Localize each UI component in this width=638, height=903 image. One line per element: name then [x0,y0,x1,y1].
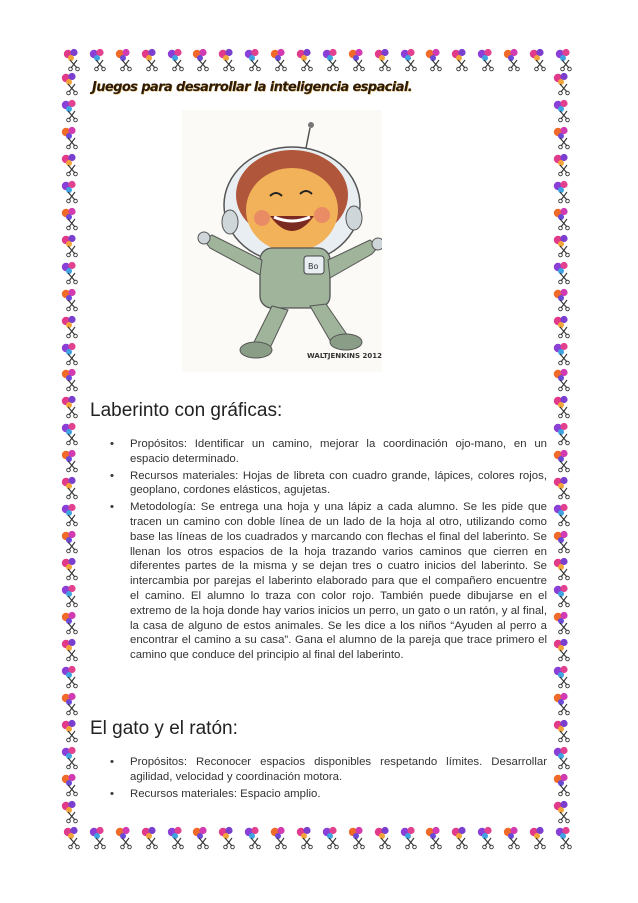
balloon-scissors-icon [554,826,576,850]
balloon-scissors-icon [60,800,82,824]
balloon-scissors-icon [62,826,84,850]
balloon-scissors-icon [552,315,574,339]
balloon-scissors-icon [528,48,550,72]
astronaut-icon [182,110,382,372]
balloon-scissors-icon [60,503,82,527]
balloon-scissors-icon [88,826,110,850]
balloon-scissors-icon [552,153,574,177]
balloon-scissors-icon [60,557,82,581]
border-bottom [62,826,576,850]
balloon-scissors-icon [60,180,82,204]
balloon-scissors-icon [552,665,574,689]
balloon-scissors-icon [554,48,576,72]
balloon-scissors-icon [552,288,574,312]
balloon-scissors-icon [60,395,82,419]
balloon-scissors-icon [552,234,574,258]
balloon-scissors-icon [60,153,82,177]
balloon-scissors-icon [295,48,317,72]
balloon-scissors-icon [552,611,574,635]
balloon-scissors-icon [60,126,82,150]
balloon-scissors-icon [347,826,369,850]
balloon-scissors-icon [528,826,550,850]
section-heading-gato-raton: El gato y el ratón: [90,718,238,739]
balloon-scissors-icon [60,449,82,473]
balloon-scissors-icon [269,826,291,850]
balloon-scissors-icon [60,719,82,743]
balloon-scissors-icon [321,48,343,72]
list-item [110,437,547,467]
list-item [110,500,547,663]
balloon-scissors-icon [450,826,472,850]
list-item-text: Recursos materiales: Hojas de libreta con cuadro grande, lápices, colores rojos, geoplano, cordones elásticos, agujetas. [130,469,547,497]
balloon-scissors-icon [60,746,82,770]
balloon-scissors-icon [269,48,291,72]
balloon-scissors-icon [191,48,213,72]
balloon-scissors-icon [476,826,498,850]
balloon-scissors-icon [60,584,82,608]
balloon-scissors-icon [243,826,265,850]
balloon-scissors-icon [552,180,574,204]
balloon-scissors-icon [552,638,574,662]
section-heading-laberinto: Laberinto con gráficas: [90,400,283,421]
balloon-scissors-icon [424,826,446,850]
balloon-scissors-icon [347,48,369,72]
balloon-scissors-icon [552,692,574,716]
page-title: Juegos para desarrollar la inteligencia espacial. [92,80,413,95]
balloon-scissors-icon [502,826,524,850]
balloon-scissors-icon [552,422,574,446]
balloon-scissors-icon [424,48,446,72]
balloon-scissors-icon [60,530,82,554]
balloon-scissors-icon [552,719,574,743]
bullet-icon: • [110,438,114,450]
balloon-scissors-icon [373,48,395,72]
border-top [62,48,576,72]
balloon-scissors-icon [60,638,82,662]
balloon-scissors-icon [60,72,82,96]
balloon-scissors-icon [140,48,162,72]
balloon-scissors-icon [60,665,82,689]
balloon-scissors-icon [399,48,421,72]
balloon-scissors-icon [60,773,82,797]
balloon-scissors-icon [552,449,574,473]
list-item [110,469,547,499]
balloon-scissors-icon [373,826,395,850]
list-item [110,787,547,802]
balloon-scissors-icon [552,99,574,123]
list-item-text: Propósitos: Reconocer espacios disponibles respetando límites. Desarrollar agilidad, velocidad y coordinación motora. [130,756,547,783]
bullet-icon: • [110,756,114,768]
balloon-scissors-icon [166,48,188,72]
balloon-scissors-icon [552,476,574,500]
balloon-scissors-icon [60,476,82,500]
section-list-laberinto [110,437,547,665]
border-right [552,72,574,824]
balloon-scissors-icon [552,773,574,797]
balloon-scissors-icon [88,48,110,72]
illustration-signature: WALTJENKINS 2012 [307,352,382,360]
section-list-gato-raton [110,755,547,803]
balloon-scissors-icon [191,826,213,850]
balloon-scissors-icon [114,48,136,72]
balloon-scissors-icon [60,368,82,392]
balloon-scissors-icon [166,826,188,850]
balloon-scissors-icon [552,557,574,581]
balloon-scissors-icon [60,692,82,716]
balloon-scissors-icon [60,261,82,285]
balloon-scissors-icon [62,48,84,72]
astronaut-illustration [182,110,382,372]
balloon-scissors-icon [476,48,498,72]
bullet-icon: • [110,787,114,800]
balloon-scissors-icon [60,422,82,446]
balloon-scissors-icon [552,584,574,608]
list-item-text: Metodología: Se entrega una hoja y una lápiz a cada alumno. Se les pide que tracen un camino con doble línea de un lado de la hoja al otro, utilizando como base las líneas de los cuadrados y marcando con flechas el final del laberinto. Se llenan los otros espacios de la hoja trazando varios caminos que cierren en diferentes partes de la misma y se dejan tres o cuatro inicios del laberinto. Se intercambia por parejas el laberinto elaborado para que el compañero encuentre el camino. El alumno lo traza con color rojo. También puede dibujarse en el extremo de la hoja donde hay varios inicios un perro, un gato o un ratón, y al final, la casa de alguno de estos animales. Se les dice a los niños “Ayuden al perro a encontrar el camino a su casa”. Gana el alumno de la pareja que trace primero el camino que conduce del principio al final del laberinto. [130,501,547,662]
balloon-scissors-icon [552,530,574,554]
balloon-scissors-icon [60,207,82,231]
balloon-scissors-icon [552,261,574,285]
svg-text:Bo: Bo [308,262,319,271]
balloon-scissors-icon [295,826,317,850]
balloon-scissors-icon [60,342,82,366]
balloon-scissors-icon [114,826,136,850]
balloon-scissors-icon [552,126,574,150]
balloon-scissors-icon [552,72,574,96]
balloon-scissors-icon [552,746,574,770]
balloon-scissors-icon [140,826,162,850]
list-item-text: Recursos materiales: Espacio amplio. [130,787,321,800]
list-item-text: Propósitos: Identificar un camino, mejorar la coordinación ojo-mano, en un espacio determinado. [130,438,547,465]
bullet-icon: • [110,469,114,482]
balloon-scissors-icon [60,234,82,258]
balloon-scissors-icon [217,826,239,850]
balloon-scissors-icon [217,48,239,72]
balloon-scissors-icon [321,826,343,850]
balloon-scissors-icon [399,826,421,850]
balloon-scissors-icon [552,395,574,419]
balloon-scissors-icon [552,342,574,366]
balloon-scissors-icon [502,48,524,72]
balloon-scissors-icon [450,48,472,72]
balloon-scissors-icon [552,207,574,231]
balloon-scissors-icon [552,368,574,392]
balloon-scissors-icon [243,48,265,72]
balloon-scissors-icon [552,800,574,824]
border-left [60,72,82,824]
balloon-scissors-icon [60,611,82,635]
bullet-icon: • [110,501,114,514]
balloon-scissors-icon [60,99,82,123]
list-item [110,755,547,785]
balloon-scissors-icon [60,288,82,312]
balloon-scissors-icon [552,503,574,527]
balloon-scissors-icon [60,315,82,339]
